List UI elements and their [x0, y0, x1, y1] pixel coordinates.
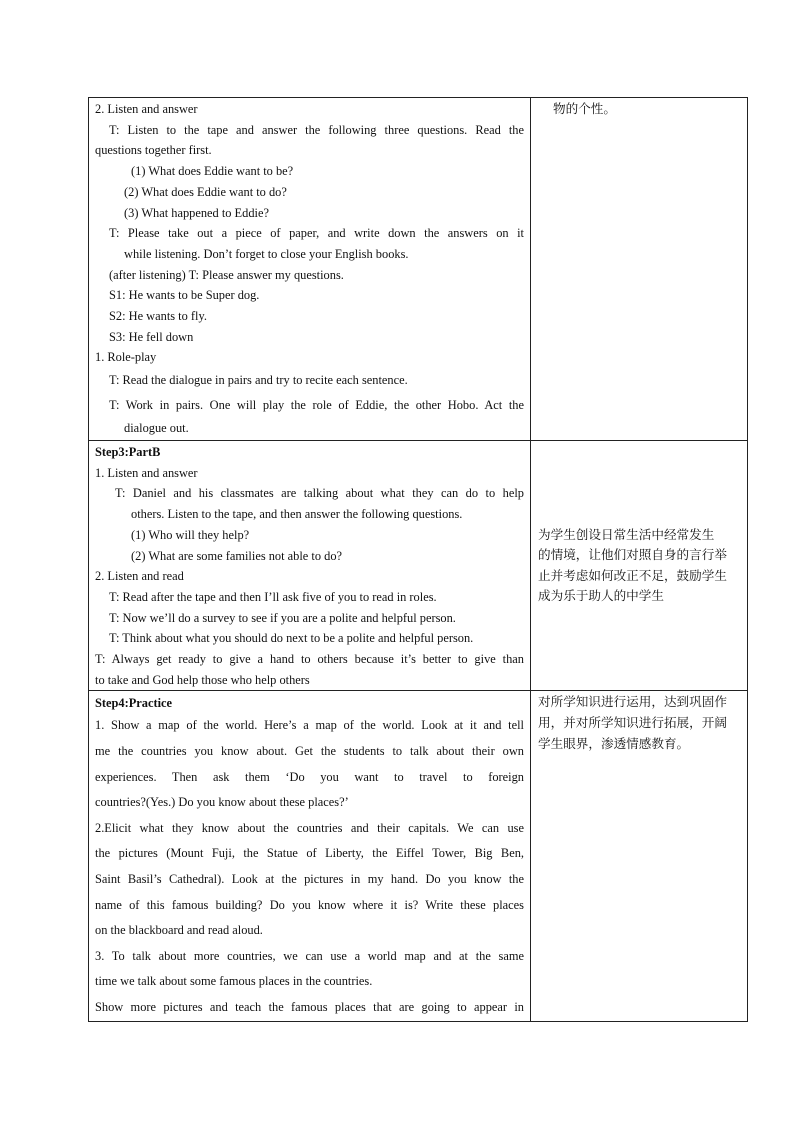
purpose-line: 成为乐于助人的中学生 — [538, 588, 664, 604]
table-row — [89, 441, 748, 691]
text-line: countries?(Yes.) Do you know about these places?’ — [95, 795, 349, 810]
purpose-line: 用，并对所学知识进行拓展，开阔 — [538, 715, 727, 731]
text-line: S2: He wants to fly. — [109, 309, 207, 324]
section-heading: 2. Listen and read — [95, 569, 184, 584]
text-line: S3: He fell down — [109, 329, 194, 344]
question-item: (2) What are some families not able to do? — [131, 548, 343, 563]
text-line: Saint Basil’s Cathedral). Look at the pictures in my hand. Do you know the — [95, 872, 524, 886]
text-line: T: Think about what you should do next to be a polite and helpful person. — [109, 631, 474, 646]
text-line: 3. To talk about more countries, we can use a world map and at the same — [95, 948, 524, 963]
step-heading: Step3:PartB — [95, 445, 161, 459]
question-item: (1) Who will they help? — [131, 527, 250, 542]
text-line: T: Listen to the tape and answer the following three questions. Read the — [109, 122, 524, 137]
text-line: (after listening) T: Please answer my questions. — [109, 267, 344, 282]
purpose-cell — [531, 441, 748, 691]
purpose-line: 学生眼界，渗透情感教育。 — [538, 735, 690, 751]
text-line: S1: He wants to be Super dog. — [109, 288, 260, 303]
text-line: T: Work in pairs. One will play the role of Eddie, the other Hobo. Act the — [109, 398, 524, 413]
step-heading: Step4:Practice — [95, 696, 173, 711]
text-line: T: Please take out a piece of paper, and write down the answers on it — [109, 226, 524, 241]
procedure-cell — [89, 691, 531, 1021]
text-line: T: Read the dialogue in pairs and try to recite each sentence. — [109, 373, 408, 388]
text-line: me the countries you know about. Get the students to talk about their own — [95, 744, 524, 759]
procedure-cell — [89, 441, 531, 691]
question-item: (2) What does Eddie want to do? — [124, 184, 287, 199]
lesson-plan-table — [88, 97, 748, 1022]
purpose-line: 对所学知识进行运用，达到巩固作 — [538, 694, 727, 710]
table-row — [89, 98, 748, 441]
question-item: (3) What happened to Eddie? — [124, 205, 269, 220]
text-line: experiences. Then ask them ‘Do you want to travel to foreign — [95, 769, 524, 784]
question-item: (1) What does Eddie want to be? — [131, 164, 294, 179]
text-line: Show more pictures and teach the famous places that are going to appear in — [95, 999, 524, 1014]
purpose-cell — [531, 98, 748, 441]
text-line: while listening. Don’t forget to close your English books. — [124, 246, 409, 261]
purpose-line: 止并考虑如何改正不足，鼓励学生 — [538, 567, 727, 583]
text-line: name of this famous building? Do you know where it is? Write these places — [95, 897, 524, 912]
section-heading: 1. Listen and answer — [95, 465, 198, 480]
text-line: questions together first. — [95, 143, 212, 158]
purpose-line: 的情境，让他们对照自身的言行举 — [538, 547, 727, 563]
purpose-cell — [531, 691, 748, 1021]
purpose-line: 为学生创设日常生活中经常发生 — [538, 526, 715, 542]
text-line: to take and God help those who help others — [95, 672, 310, 687]
text-line: 2.Elicit what they know about the countries and their capitals. We can use — [95, 820, 524, 835]
section-heading: 1. Role-play — [95, 350, 157, 365]
text-line: on the blackboard and read aloud. — [95, 923, 263, 938]
section-heading: 2. Listen and answer — [95, 102, 198, 116]
text-line: the pictures (Mount Fuji, the Statue of Liberty, the Eiffel Tower, Big Ben, — [95, 846, 524, 861]
table-row — [89, 691, 748, 1021]
text-line: T: Read after the tape and then I’ll ask five of you to read in roles. — [109, 589, 437, 604]
text-line: dialogue out. — [124, 421, 189, 436]
text-line: T: Now we’ll do a survey to see if you are a polite and helpful person. — [109, 610, 456, 625]
text-line: T: Always get ready to give a hand to others because it’s better to give than — [95, 652, 524, 667]
text-line: 1. Show a map of the world. Here’s a map of the world. Look at it and tell — [95, 718, 524, 733]
text-line: others. Listen to the tape, and then answer the following questions. — [131, 507, 463, 522]
text-line: time we talk about some famous places in the countries. — [95, 974, 373, 989]
procedure-cell — [89, 98, 531, 441]
text-line: T: Daniel and his classmates are talking about what they can do to help — [115, 486, 524, 501]
purpose-text: 物的个性。 — [553, 101, 616, 116]
